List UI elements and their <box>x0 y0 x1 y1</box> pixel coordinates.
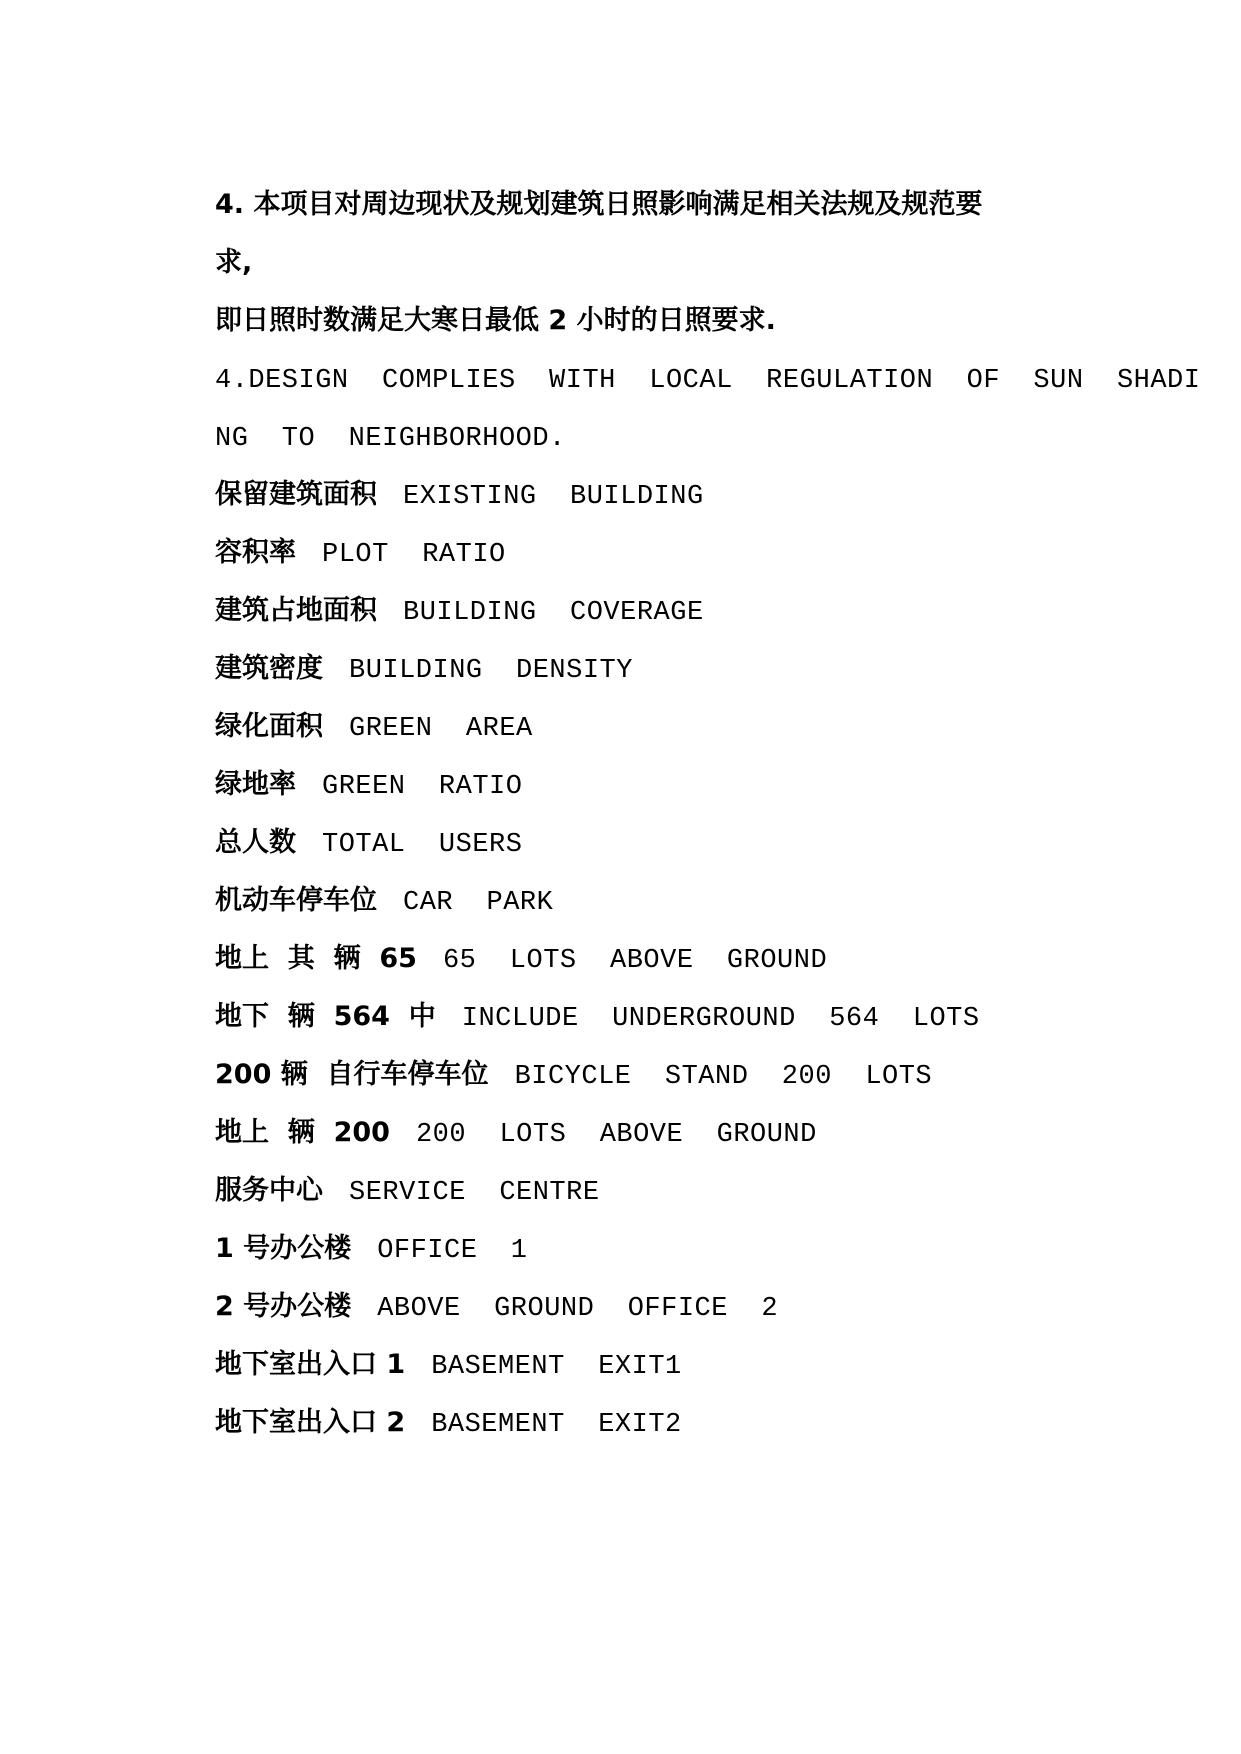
text-line <box>188 260 776 336</box>
term-line <box>188 492 506 570</box>
term-line <box>188 956 980 1034</box>
chinese-text: 求, <box>215 247 253 278</box>
english-term: 200 LOTS ABOVE GROUND <box>415 1120 817 1150</box>
text-line <box>188 202 253 278</box>
chinese-term: 1 号办公楼 <box>215 1233 352 1264</box>
chinese-term: 建筑密度 <box>215 653 323 684</box>
chinese-term: 地上 辆 200 <box>215 1117 390 1148</box>
chinese-term: 容积率 <box>215 537 296 568</box>
english-term: ABOVE GROUND OFFICE 2 <box>377 1294 779 1324</box>
term-line <box>188 666 533 744</box>
english-term: BASEMENT EXIT2 <box>431 1410 682 1440</box>
chinese-term: 绿地率 <box>215 769 296 800</box>
english-text: 4.DESIGN COMPLIES WITH LOCAL REGULATION OF SUN SHADI <box>215 366 1201 396</box>
term-line <box>188 1362 682 1440</box>
english-term: GREEN AREA <box>349 714 533 744</box>
term-line <box>188 1130 600 1208</box>
term-line <box>188 1072 817 1150</box>
chinese-term: 总人数 <box>215 827 296 858</box>
term-line <box>188 782 523 860</box>
chinese-term: 地下室出入口 1 <box>215 1349 406 1380</box>
english-term: BUILDING DENSITY <box>349 656 633 686</box>
english-term: OFFICE 1 <box>377 1236 528 1266</box>
chinese-term: 机动车停车位 <box>215 885 377 916</box>
english-text: NG TO NEIGHBORHOOD. <box>215 424 566 454</box>
chinese-term: 服务中心 <box>215 1175 323 1206</box>
chinese-term: 绿化面积 <box>215 711 323 742</box>
text-line <box>188 318 1201 396</box>
english-term: TOTAL USERS <box>322 830 523 860</box>
english-term: SERVICE CENTRE <box>349 1178 600 1208</box>
english-term: CAR PARK <box>403 888 554 918</box>
english-term: GREEN RATIO <box>322 772 523 802</box>
term-line <box>188 434 704 512</box>
term-line <box>188 608 633 686</box>
english-term: 65 LOTS ABOVE GROUND <box>442 946 828 976</box>
english-term: BICYCLE STAND 200 LOTS <box>514 1062 933 1092</box>
term-line <box>188 724 523 802</box>
term-line <box>188 1014 933 1092</box>
chinese-term: 地上 其 辆 65 <box>215 943 417 974</box>
chinese-term: 建筑占地面积 <box>215 595 377 626</box>
chinese-term: 200 辆 自行车停车位 <box>215 1059 489 1090</box>
chinese-term: 地下室出入口 2 <box>215 1407 406 1438</box>
term-line <box>188 550 704 628</box>
chinese-term: 保留建筑面积 <box>215 479 377 510</box>
chinese-term: 2 号办公楼 <box>215 1291 352 1322</box>
text-line <box>188 376 566 454</box>
term-line <box>188 840 554 918</box>
english-term: BUILDING COVERAGE <box>403 598 704 628</box>
term-line <box>188 1246 779 1324</box>
english-term: BASEMENT EXIT1 <box>431 1352 682 1382</box>
english-term: INCLUDE UNDERGROUND 564 LOTS <box>461 1004 980 1034</box>
text-line <box>188 144 983 220</box>
term-line <box>188 898 828 976</box>
english-term: PLOT RATIO <box>322 540 506 570</box>
chinese-text: 4. 本项目对周边现状及规划建筑日照影响满足相关法规及规范要 <box>215 189 983 220</box>
term-line <box>188 1304 682 1382</box>
english-term: EXISTING BUILDING <box>403 482 704 512</box>
chinese-term: 地下 辆 564 中 <box>215 1001 436 1032</box>
chinese-text: 即日照时数满足大寒日最低 2 小时的日照要求. <box>215 305 776 336</box>
term-line <box>188 1188 528 1266</box>
